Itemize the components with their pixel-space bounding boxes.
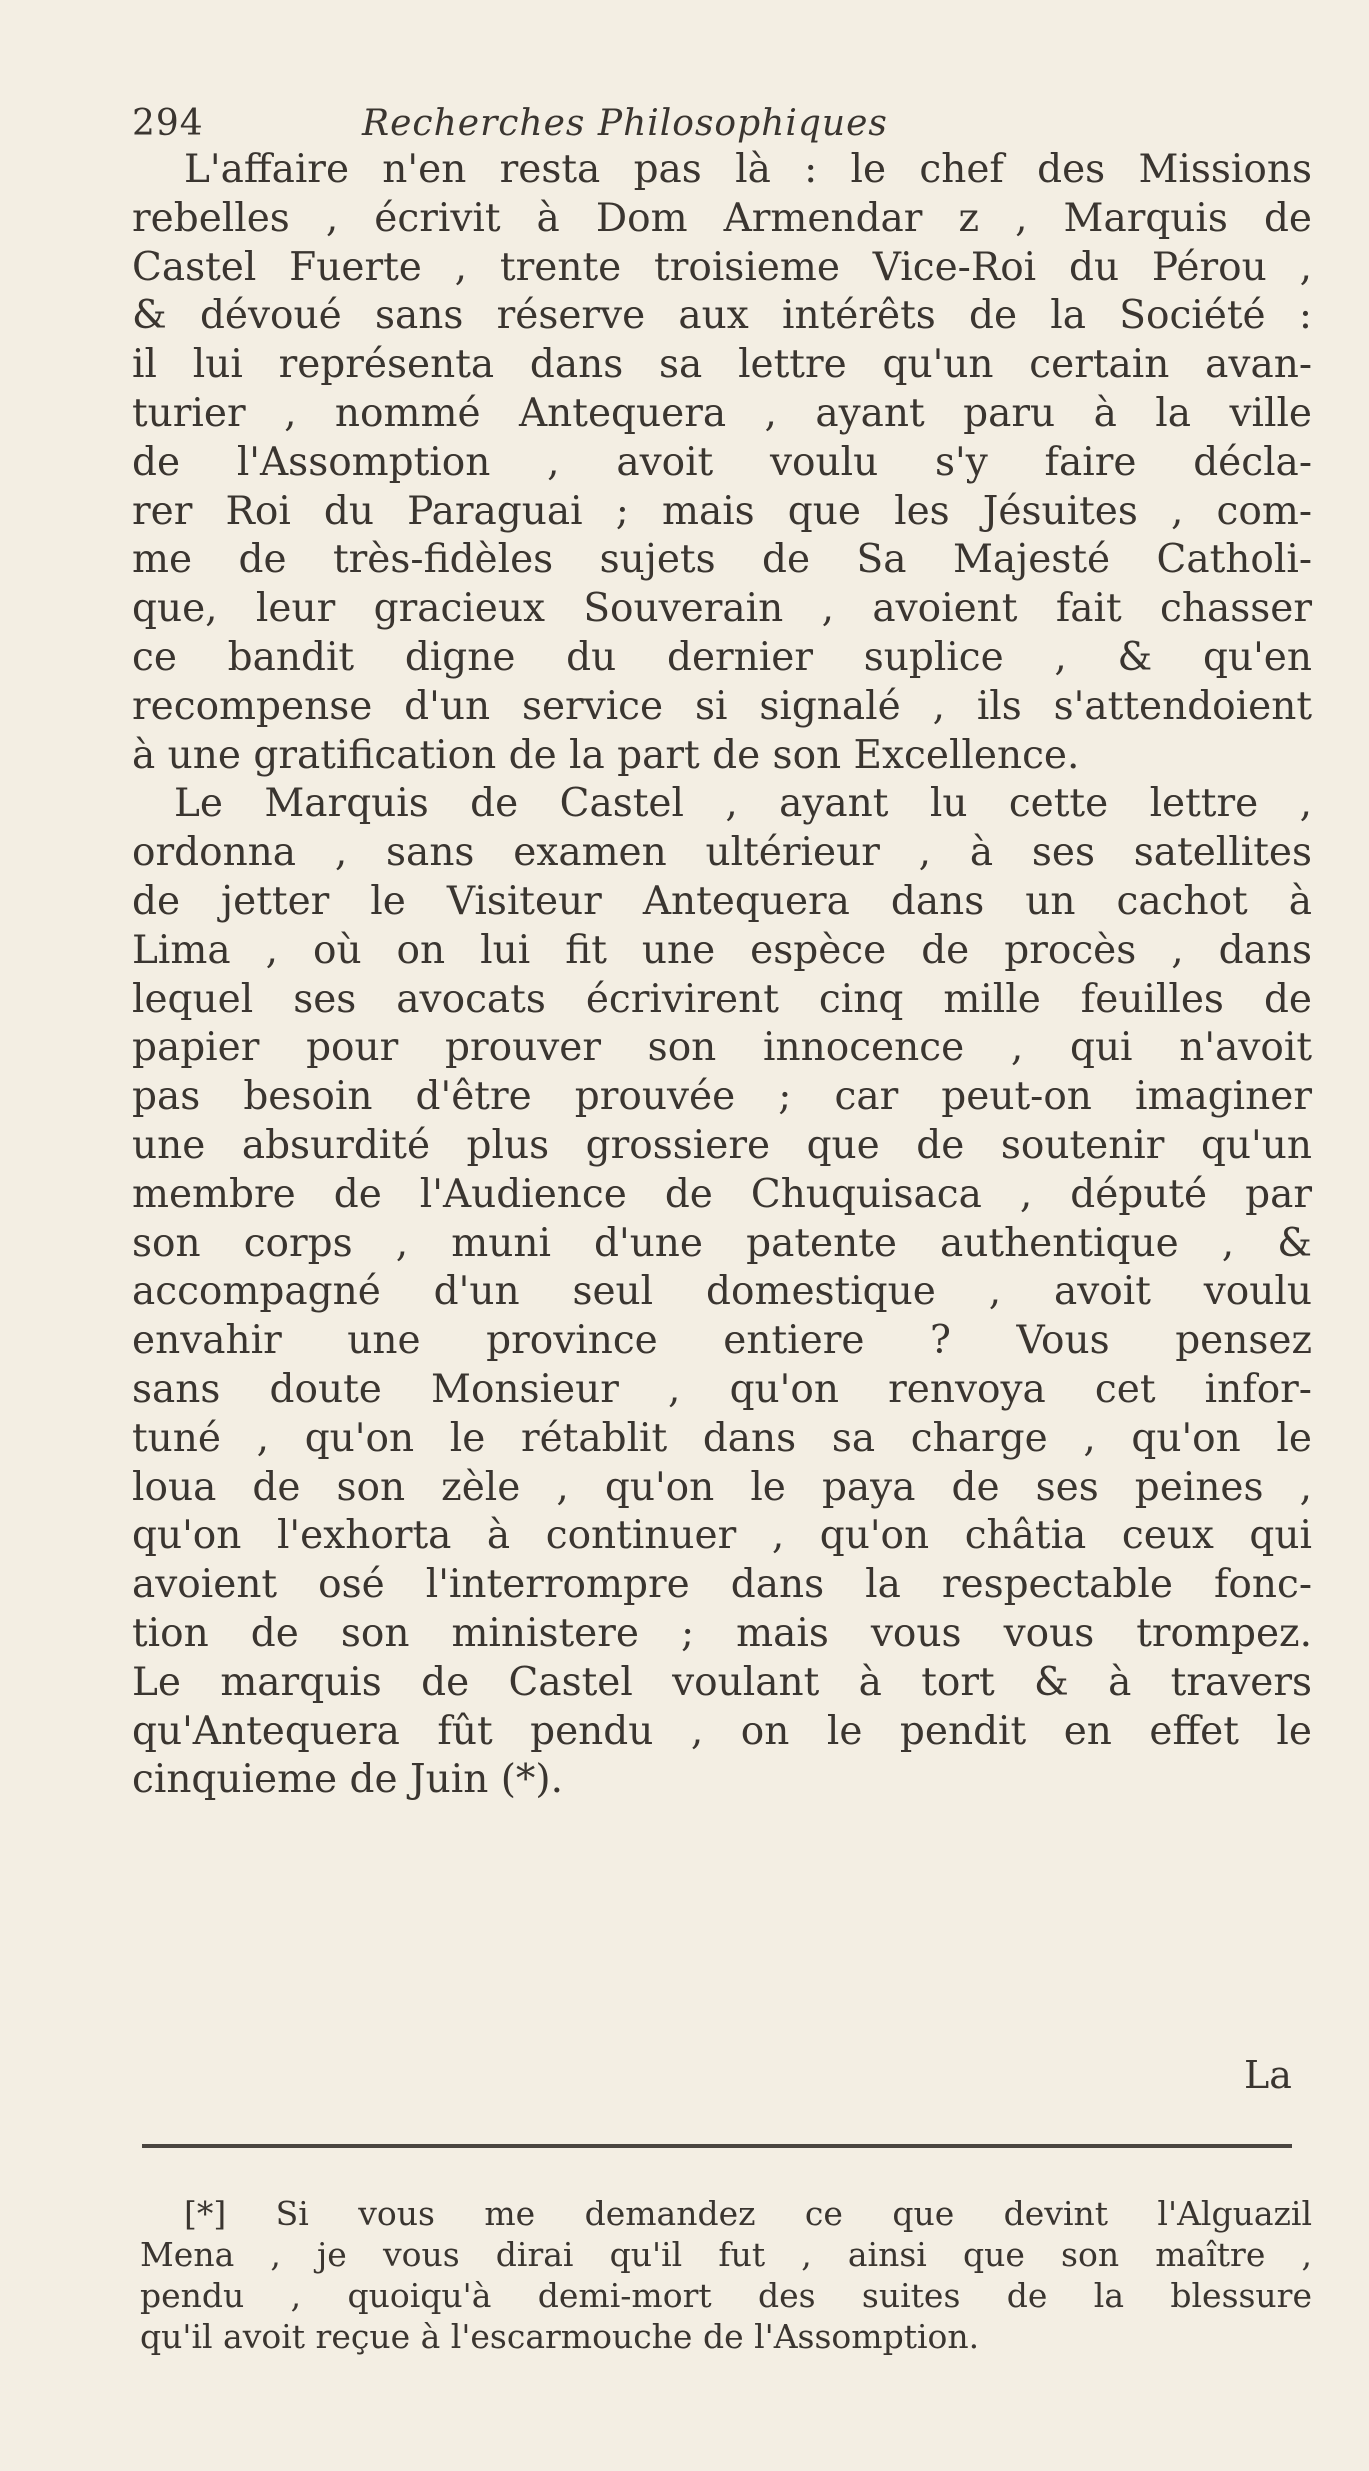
- text-line: me de très-fidèles sujets de Sa Majesté Catholi-: [132, 537, 1312, 583]
- text-line: à une gratification de la part de son Excellence.: [132, 732, 1080, 778]
- text-line: recompense d'un service si signalé , ils s'attendoient: [132, 683, 1312, 729]
- footnote-line: Mena , je vous dirai qu'il fut , ainsi que son maître ,: [140, 2235, 1312, 2274]
- text-line: rebelles , écrivit à Dom Armendar z , Marquis de: [132, 195, 1312, 241]
- text-line: de jetter le Visiteur Antequera dans un cachot à: [132, 878, 1312, 924]
- footnote-line: pendu , quoiqu'à demi-mort des suites de la blessure: [140, 2276, 1312, 2315]
- footnote-line: [*] Si vous me demandez ce que devint l'Alguazil: [184, 2194, 1312, 2233]
- footnote-line: qu'il avoit reçue à l'escarmouche de l'Assomption.: [140, 2317, 980, 2356]
- page-number: 294: [132, 103, 204, 144]
- text-line: loua de son zèle , qu'on le paya de ses peines ,: [132, 1464, 1312, 1510]
- text-line: L'affaire n'en resta pas là : le chef des Missions: [184, 147, 1312, 192]
- text-line: de l'Assomption , avoit voulu s'y faire décla-: [132, 439, 1312, 485]
- text-line: pas besoin d'être prouvée ; car peut-on imaginer: [132, 1074, 1312, 1120]
- footnote: [140, 2193, 1312, 2357]
- text-line: lequel ses avocats écrivirent cinq mille feuilles de: [132, 976, 1312, 1022]
- text-line: ce bandit digne du dernier suplice , & qu'en: [132, 634, 1312, 680]
- text-line: rer Roi du Paraguai ; mais que les Jésuites , com-: [132, 488, 1312, 534]
- text-line: Le Marquis de Castel , ayant lu cette lettre ,: [174, 781, 1312, 827]
- text-line: son corps , muni d'une patente authentique , &: [132, 1220, 1312, 1266]
- text-line: qu'Antequera fût pendu , on le pendit en effet le: [132, 1708, 1312, 1754]
- text-line: turier , nommé Antequera , ayant paru à la ville: [132, 390, 1312, 436]
- running-head: [132, 98, 1282, 150]
- text-line: que, leur gracieux Souverain , avoient fait chasser: [132, 586, 1312, 632]
- text-line: envahir une province entiere ? Vous pensez: [132, 1318, 1312, 1364]
- text-line: Castel Fuerte , trente troisieme Vice-Roi du Pérou ,: [132, 244, 1312, 290]
- text-line: Le marquis de Castel voulant à tort & à travers: [132, 1659, 1312, 1705]
- footnote-rule: [142, 2144, 1292, 2148]
- text-line: avoient osé l'interrompre dans la respectable fonc-: [132, 1562, 1312, 1608]
- text-line: tion de son ministere ; mais vous vous trompez.: [132, 1610, 1312, 1656]
- text-line: accompagné d'un seul domestique , avoit voulu: [132, 1269, 1312, 1315]
- text-line: sans doute Monsieur , qu'on renvoya cet infor-: [132, 1366, 1312, 1412]
- text-line: il lui représenta dans sa lettre qu'un certain avan-: [132, 342, 1312, 388]
- text-line: qu'on l'exhorta à continuer , qu'on châtia ceux qui: [132, 1513, 1312, 1559]
- text-line: membre de l'Audience de Chuquisaca , député par: [132, 1171, 1312, 1217]
- text-line: tuné , qu'on le rétablit dans sa charge , qu'on le: [132, 1415, 1312, 1461]
- text-line: & dévoué sans réserve aux intérêts de la Société :: [132, 293, 1312, 339]
- text-line: ordonna , sans examen ultérieur , à ses satellites: [132, 830, 1312, 876]
- catchword: La: [1244, 2053, 1292, 2097]
- main-text: [132, 146, 1312, 1805]
- text-line: cinquieme de Juin (*).: [132, 1757, 564, 1803]
- text-line: une absurdité plus grossiere que de soutenir qu'un: [132, 1122, 1312, 1168]
- text-line: Lima , où on lui fit une espèce de procès , dans: [132, 927, 1312, 973]
- text-line: papier pour prouver son innocence , qui n'avoit: [132, 1025, 1312, 1071]
- running-title: Recherches Philosophiques: [362, 103, 888, 144]
